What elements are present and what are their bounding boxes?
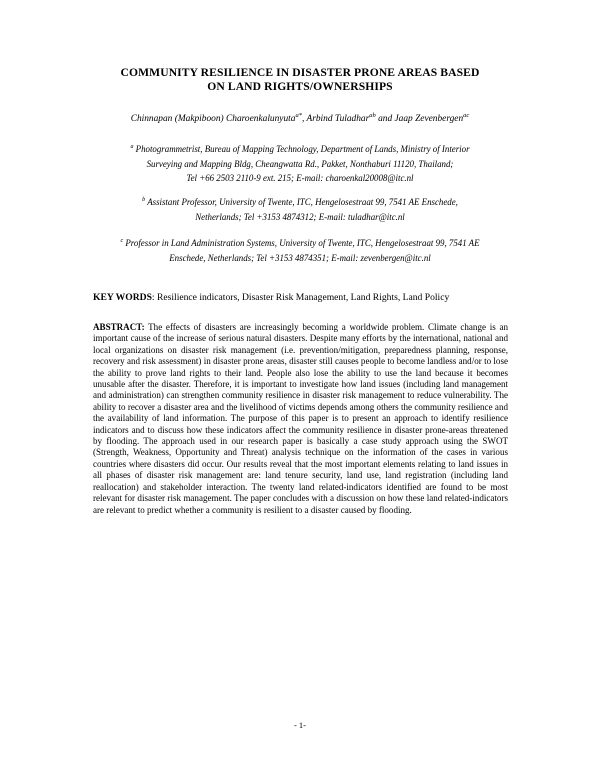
author-affiliation-mark: ac bbox=[463, 111, 470, 119]
affiliation-line: Netherlands; Tel +3153 4874312; E-mail: tuladhar@itc.nl bbox=[195, 211, 405, 222]
author-name: Jaap Zevenbergen bbox=[394, 114, 464, 124]
keywords-text: : Resilience indicators, Disaster Risk Management, Land Rights, Land Policy bbox=[151, 292, 450, 303]
abstract-text: The effects of disasters are increasingly becoming a worldwide problem. Climate change is an important cause of the increase of serious natural disasters. Despite many efforts by the international, national and local organizations on disaster risk management (i.e. prevention/mitigation, preparedness planning, response, recovery and risk assessment) in disaster prone areas, disaster still causes people to become landless and/or to lose the ability to prove land rights to their land. People also lose the ability to use the land because it becomes unusable after the disaster. Therefore, it is important to investigate how land issues (including land management and administration) can strengthen community resilience in disaster risk management to reduce vulnerability. The ability to recover a disaster area and the livelihood of victims depends among others the community resilience and the availability of land information. The purpose of this paper is to present an approach to identify resilience indicators and to discuss how these indicators affect the community resilience in disaster prone-areas threatened by flooding. The approach used in our research paper is basically a case study approach using the SWOT (Strength, Weakness, Opportunity and Threat) analysis technique on the information of the cases in various countries where disasters did occur. Our results reveal that the most important elements relating to land issues in all phases of disaster risk management are: land tenure security, land use, land registration (including land reallocation) and stakeholder interaction. The twenty land related-indicators identified are found to be most relevant for disaster risk management. The paper concludes with a discussion on how these land related-indicators are relevant to predict whether a community is resilient to a disaster caused by flooding. bbox=[93, 322, 508, 515]
affiliation-mark: b bbox=[142, 197, 146, 204]
keywords-label: KEY WORDS bbox=[93, 292, 152, 303]
affiliation-line: $^a$ Photogrammetrist, Bureau of Mapping Technology, Department of Lands, Ministry of Interior bbox=[130, 144, 470, 154]
paper-title bbox=[60, 66, 540, 94]
title-line-1: COMMUNITY RESILIENCE IN DISASTER PRONE AREAS BASED bbox=[120, 66, 480, 79]
affiliation-a bbox=[60, 142, 540, 186]
affiliation-c bbox=[60, 236, 540, 265]
affiliation-line: $^c$ Professor in Land Administration Systems, University of Twente, ITC, Hengelosestraat 99, 7541 AE bbox=[120, 238, 480, 248]
affiliation-line: Surveying and Mapping Bldg, Cheangwatta Rd., Pakket, Nonthaburi 11120, Thailand; bbox=[146, 158, 454, 169]
affiliation-mark: c bbox=[120, 238, 124, 245]
affiliation-b bbox=[60, 195, 540, 224]
affiliation-line: $^b$ Assistant Professor, University of Twente, ITC, Hengelosestraat 99, 7541 AE Enschede, bbox=[142, 197, 458, 207]
author-affiliation-mark: a* bbox=[295, 111, 302, 119]
author-list bbox=[40, 113, 560, 125]
author-separator: , bbox=[301, 114, 307, 124]
author-separator: and bbox=[375, 114, 395, 124]
author-affiliation-mark: ab bbox=[369, 111, 376, 119]
author-name: Arbind Tuladhar bbox=[306, 114, 370, 124]
keywords-paragraph bbox=[93, 291, 523, 304]
author-name: Chinnapan (Makpiboon) Charoenkalunyuta bbox=[130, 114, 296, 124]
affiliation-line: Enschede, Netherlands; Tel +3153 4874351; E-mail: zevenbergen@itc.nl bbox=[169, 252, 431, 263]
affiliation-mark: a bbox=[130, 144, 134, 151]
affiliation-line: Tel +66 2503 2110-9 ext. 215; E-mail: charoenkal20008@itc.nl bbox=[186, 173, 414, 183]
title-line-2: ON LAND RIGHTS/OWNERSHIPS bbox=[207, 80, 393, 93]
abstract-label: ABSTRACT: bbox=[93, 322, 145, 332]
abstract-paragraph bbox=[93, 322, 508, 516]
page-number: - 1- bbox=[293, 720, 307, 730]
